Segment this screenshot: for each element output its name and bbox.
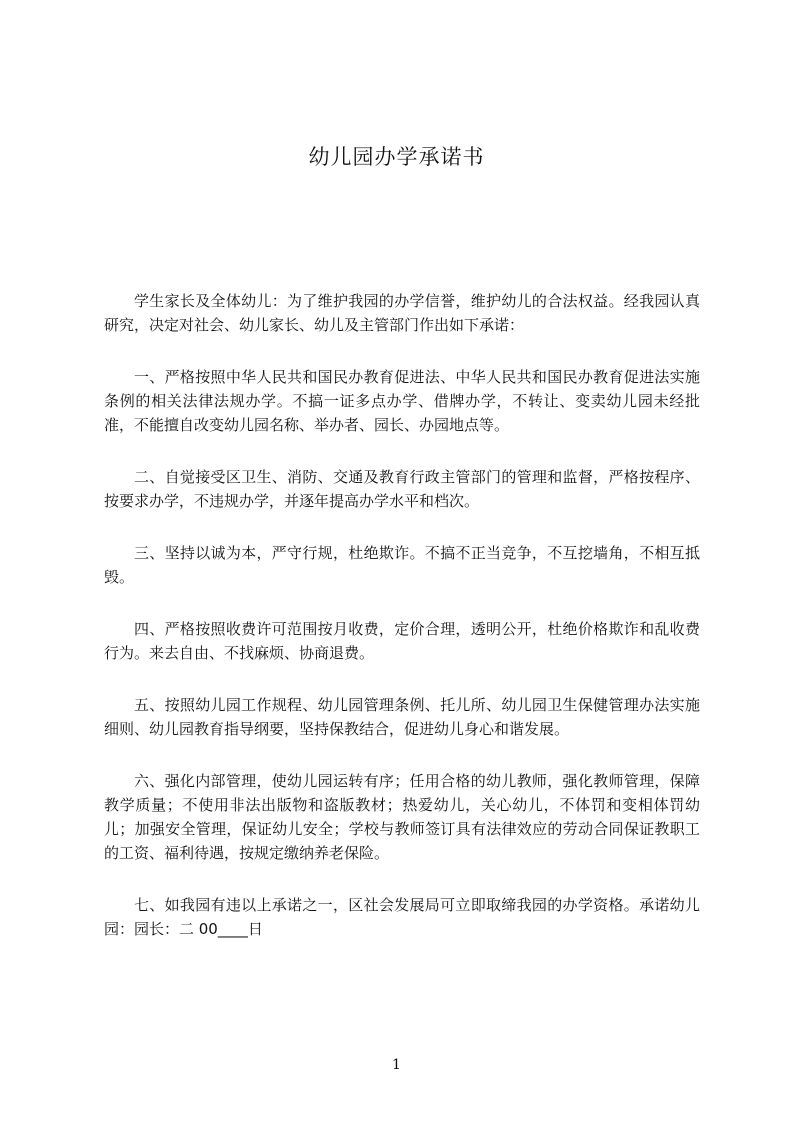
- paragraph-item-3: 三、坚持以诚为本，严守行规，杜绝欺诈。不搞不正当竞争，不互挖墙角，不相互抵毁。: [104, 544, 700, 586]
- paragraph-item-4: 四、严格按照收费许可范围按月收费，定价合理，透明公开，杜绝价格欺诈和乱收费行为。来去自由、不找麻烦、协商退费。: [104, 620, 700, 662]
- paragraph-item-7: 七、如我园有违以上承诺之一，区社会发展局可立即取缔我园的办学资格。承诺幼儿园：园长：二 00____日: [104, 896, 700, 938]
- paragraph-item-5: 五、按照幼儿园工作规程、幼儿园管理条例、托儿所、幼儿园卫生保健管理办法实施细则、幼儿园教育指导纲要，坚持保教结合，促进幼儿身心和谐发展。: [104, 696, 700, 738]
- paragraph-item-2: 二、自觉接受区卫生、消防、交通及教育行政主管部门的管理和监督，严格按程序、按要求办学，不违规办学，并逐年提高办学水平和档次。: [104, 468, 700, 510]
- document-title: 幼儿园办学承诺书: [308, 145, 485, 169]
- paragraph-item-1: 一、严格按照中华人民共和国民办教育促进法、中华人民共和国民办教育促进法实施条例的相关法律法规办学。不搞一证多点办学、借牌办学，不转让、变卖幼儿园未经批准，不能擅自改变幼儿园名称、举办者、园长、办园地点等。: [104, 368, 700, 434]
- paragraph-item-6: 六、强化内部管理，使幼儿园运转有序；任用合格的幼儿教师，强化教师管理，保障教学质量；不使用非法出版物和盗版教材；热爱幼儿，关心幼儿，不体罚和变相体罚幼儿；加强安全管理，保证幼儿安全；学校与教师签订具有法律效应的劳动合同保证教职工的工资、福利待遇，按规定缴纳养老保险。: [104, 772, 700, 862]
- paragraph-intro: 学生家长及全体幼儿：为了维护我园的办学信誉，维护幼儿的合法权益。经我园认真研究，决定对社会、幼儿家长、幼儿及主管部门作出如下承诺：: [104, 292, 700, 334]
- document-body: [104, 289, 700, 969]
- page-number: 1: [392, 1057, 401, 1073]
